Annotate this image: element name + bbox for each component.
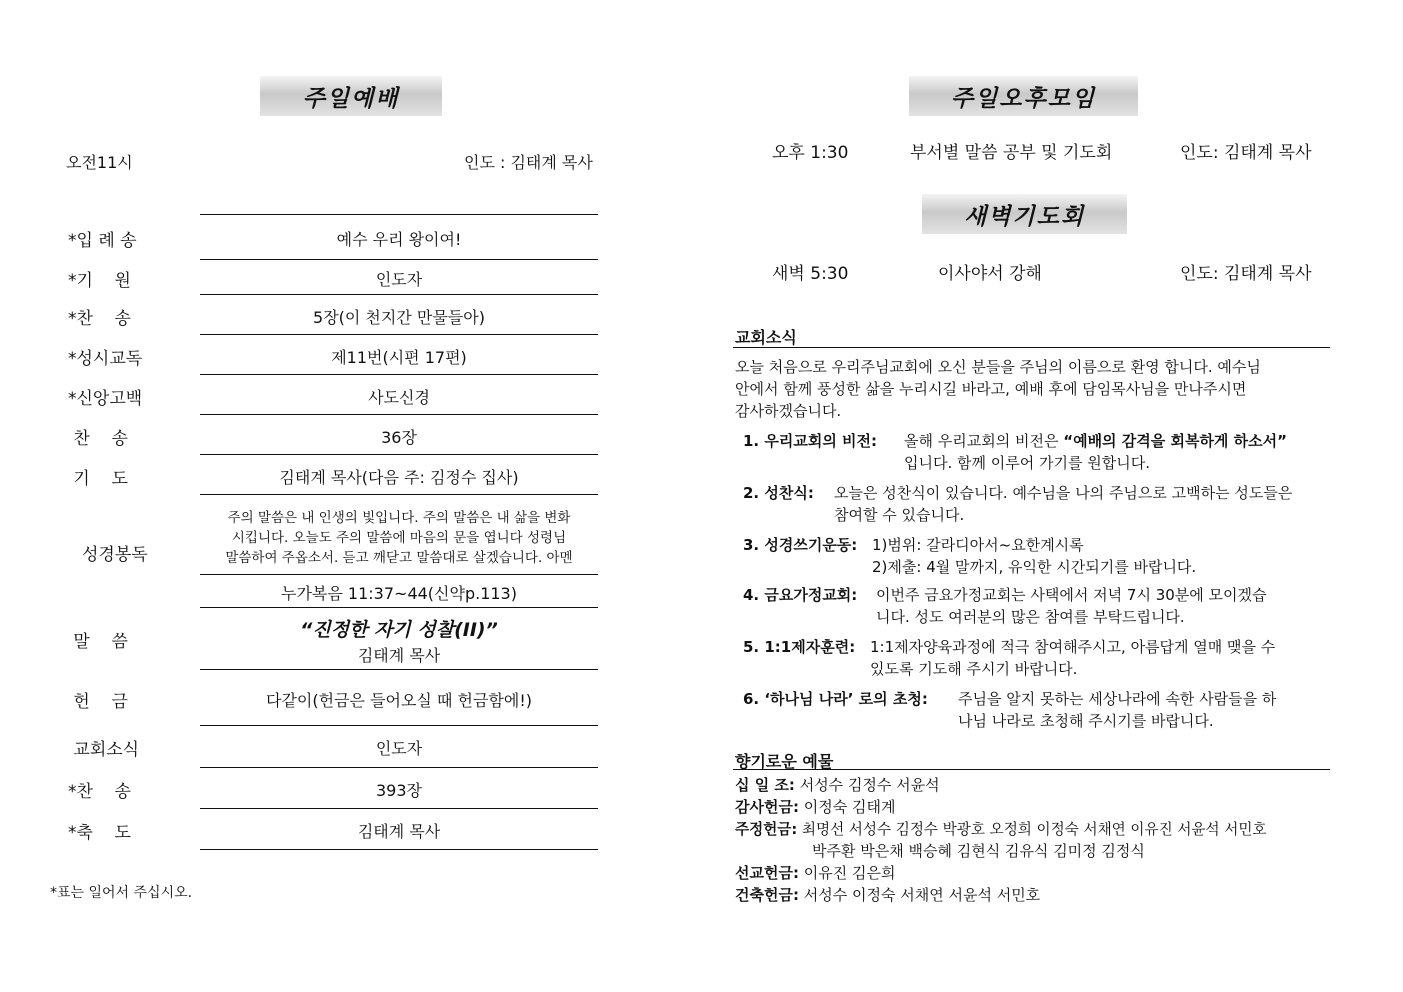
afternoon-time: 오후 1:30 bbox=[772, 143, 849, 163]
offering-names: 이정숙 김태계 bbox=[803, 798, 896, 816]
news-item-text: 있도록 기도해 주시기 바랍니다. bbox=[870, 660, 1078, 678]
news-intro-line: 안에서 함께 풍성한 삶을 누리시길 바라고, 예배 후에 담임목사님을 만나주시면 bbox=[735, 380, 1247, 398]
row-value: 다같이(헌금은 들어오실 때 헌금함에!) bbox=[266, 691, 532, 710]
row-divider bbox=[200, 414, 598, 415]
news-item-text-part: 올해 우리교회의 비전은 bbox=[904, 432, 1064, 450]
sermon-label: 말 씀 bbox=[68, 632, 128, 652]
offering-title: 향기로운 예물 bbox=[735, 752, 834, 771]
news-item-text: 오늘은 성찬식이 있습니다. 예수님을 나의 주님으로 고백하는 성도들은 bbox=[834, 484, 1293, 502]
row-divider bbox=[200, 374, 598, 375]
offering-label: 십 일 조: bbox=[735, 776, 795, 794]
row-label: 헌 금 bbox=[68, 692, 128, 712]
sunday-service-banner: 주일예배 bbox=[260, 76, 442, 116]
dawn-prayer-banner: 새벽기도회 bbox=[922, 194, 1127, 234]
afternoon-desc: 부서별 말씀 공부 및 기도회 bbox=[910, 143, 1113, 163]
news-item-head: 5. 1:1제자훈련: bbox=[743, 638, 856, 656]
row-label: *찬 송 bbox=[68, 309, 131, 329]
row-value: 김태계 목사(다음 주: 김정수 집사) bbox=[279, 468, 519, 487]
news-item-text: 입니다. 함께 이루어 가기를 원합니다. bbox=[904, 454, 1150, 472]
offering-label: 주정헌금: bbox=[735, 821, 798, 838]
news-item-head: 4. 금요가정교회: bbox=[743, 586, 858, 604]
row-label: *축 도 bbox=[68, 823, 131, 843]
row-label: *성시교독 bbox=[68, 349, 143, 369]
afternoon-leader: 인도: 김태계 목사 bbox=[1180, 143, 1312, 163]
news-item-text: 니다. 성도 여러분의 많은 참여를 부탁드립니다. bbox=[876, 608, 1185, 626]
dawn-desc: 이사야서 강해 bbox=[938, 264, 1042, 284]
reading-prayer-line: 주의 말씀은 내 인생의 빛입니다. 주의 말씀은 내 삶을 변화 bbox=[227, 510, 571, 526]
row-divider bbox=[200, 214, 598, 215]
row-label: 기 도 bbox=[68, 469, 128, 489]
row-value: 사도신경 bbox=[368, 388, 430, 407]
news-item-text: 1)범위: 갈라디아서~요한계시록 bbox=[872, 536, 1084, 554]
row-value: 인도자 bbox=[375, 739, 423, 758]
service-leader: 인도 : 김태계 목사 bbox=[464, 153, 593, 172]
offering-row bbox=[735, 774, 940, 795]
row-divider bbox=[200, 334, 598, 335]
row-label: 찬 송 bbox=[68, 429, 128, 449]
row-label: *기 원 bbox=[68, 271, 131, 291]
news-item-text: 참여할 수 있습니다. bbox=[834, 506, 965, 524]
offering-names: 이유진 김은희 bbox=[803, 864, 896, 882]
sermon-title: “진정한 자기 성찰(II)” bbox=[300, 619, 498, 641]
row-value: 5장(이 천지간 만물들아) bbox=[313, 308, 485, 327]
offering-row bbox=[735, 818, 1267, 839]
offering-row-continued: 박주환 박은채 백승혜 김현식 김유식 김미정 김정식 bbox=[812, 842, 1145, 860]
row-divider bbox=[200, 849, 598, 850]
sermon-preacher: 김태계 목사 bbox=[357, 646, 441, 665]
news-item-text: 이번주 금요가정교회는 사택에서 저녁 7시 30분에 모이겠습 bbox=[876, 586, 1267, 604]
offering-label: 선교헌금: bbox=[735, 864, 799, 882]
row-divider bbox=[200, 767, 598, 768]
news-item-text: 주님을 알지 못하는 세상나라에 속한 사람들을 하 bbox=[958, 690, 1277, 708]
news-title-rule bbox=[733, 347, 1330, 348]
row-divider bbox=[200, 669, 598, 670]
reading-prayer-line: 시킵니다. 오늘도 주의 말씀에 마음의 문을 엽니다 성령님 bbox=[231, 530, 567, 546]
vision-slogan: “예배의 감격을 회복하게 하소서” bbox=[1063, 432, 1287, 450]
news-item-head: 1. 우리교회의 비전: bbox=[743, 432, 878, 450]
news-title: 교회소식 bbox=[735, 328, 797, 347]
row-divider bbox=[200, 259, 598, 260]
news-item-text bbox=[904, 430, 1287, 451]
reading-label: 성경봉독 bbox=[82, 545, 148, 565]
news-item-head: 3. 성경쓰기운동: bbox=[743, 536, 858, 554]
row-value: 36장 bbox=[381, 428, 417, 447]
offering-label: 건축헌금: bbox=[735, 886, 799, 904]
row-divider bbox=[200, 725, 598, 726]
news-item-text: 2)제출: 4월 말까지, 유익한 시간되기를 바랍니다. bbox=[872, 558, 1197, 576]
news-item-text: 1:1제자양육과정에 적극 참여해주시고, 아름답게 열매 맺을 수 bbox=[870, 638, 1276, 656]
row-label: *찬 송 bbox=[68, 782, 131, 802]
row-divider bbox=[200, 607, 598, 608]
row-divider bbox=[200, 494, 598, 495]
row-divider bbox=[200, 574, 598, 575]
offering-title-rule bbox=[733, 769, 1330, 770]
row-divider bbox=[200, 454, 598, 455]
row-value: 제11번(시편 17편) bbox=[331, 348, 467, 367]
row-value: 김태계 목사 bbox=[357, 822, 441, 841]
offering-names: 서성수 김정수 서윤석 bbox=[799, 776, 940, 794]
row-label: *신앙고백 bbox=[68, 389, 143, 409]
service-time: 오전11시 bbox=[66, 153, 133, 172]
offering-row bbox=[735, 884, 1040, 905]
offering-names: 서성수 이정숙 서채연 서윤석 서민호 bbox=[803, 886, 1041, 904]
row-divider bbox=[200, 294, 598, 295]
reading-passage: 누가복음 11:37~44(신약p.113) bbox=[281, 584, 517, 603]
row-value: 예수 우리 왕이여! bbox=[336, 230, 462, 249]
news-item-text: 나님 나라로 초청해 주시기를 바랍니다. bbox=[958, 712, 1214, 730]
news-item-head: 2. 성찬식: bbox=[743, 484, 814, 502]
offering-row bbox=[735, 862, 895, 883]
news-intro-line: 오늘 처음으로 우리주님교회에 오신 분들을 주님의 이름으로 환영 합니다. 예수님 bbox=[735, 358, 1261, 376]
dawn-leader: 인도: 김태계 목사 bbox=[1180, 264, 1312, 284]
row-value: 393장 bbox=[376, 781, 422, 800]
row-label: *입 례 송 bbox=[68, 231, 137, 251]
row-label: 교회소식 bbox=[68, 740, 140, 760]
offering-label: 감사헌금: bbox=[735, 798, 799, 816]
offering-names: 최명선 서성수 김정수 박광호 오정희 이정숙 서채연 이유진 서윤석 서민호 bbox=[801, 821, 1267, 838]
offering-row bbox=[735, 796, 895, 817]
standing-footnote: *표는 일어서 주십시오. bbox=[50, 885, 193, 901]
row-divider bbox=[200, 808, 598, 809]
row-value: 인도자 bbox=[375, 270, 423, 289]
afternoon-meeting-banner: 주일오후모임 bbox=[909, 76, 1138, 116]
reading-prayer-line: 말씀하여 주옵소서. 듣고 깨닫고 말씀대로 살겠습니다. 아멘 bbox=[225, 550, 573, 566]
news-item-head: 6. ‘하나님 나라’ 로의 초청: bbox=[743, 690, 928, 708]
dawn-time: 새벽 5:30 bbox=[772, 264, 849, 284]
news-intro-line: 감사하겠습니다. bbox=[735, 402, 842, 420]
